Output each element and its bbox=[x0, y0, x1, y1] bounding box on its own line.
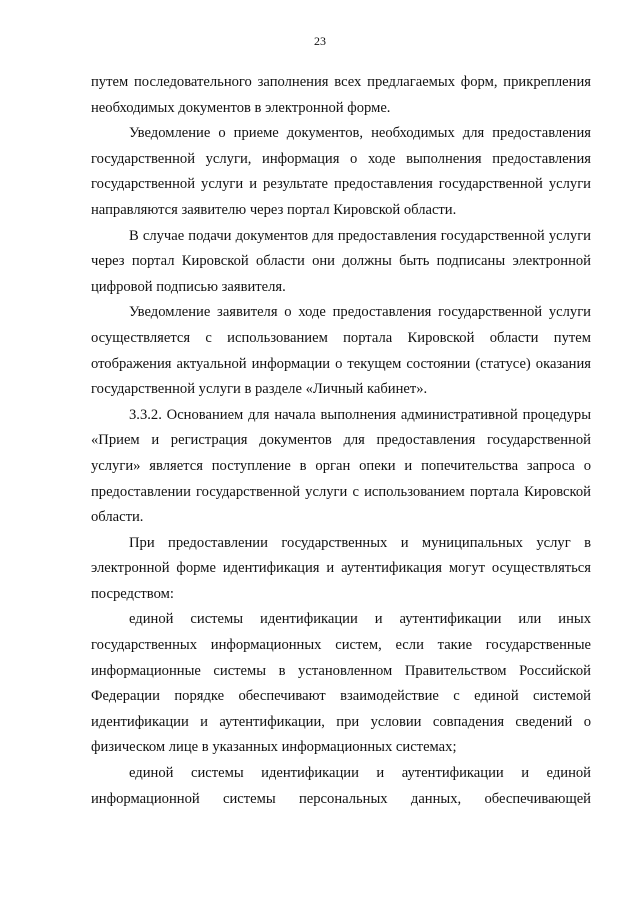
paragraph-4: Уведомление заявителя о ходе предоставления государственной услуги осуществляется с использованием портала Кировской области путем отображения актуальной информации о текущем состоянии (статусе) оказания государственной услуги в разделе «Личный кабинет». bbox=[91, 304, 591, 398]
paragraph-2: Уведомление о приеме документов, необходимых для предоставления государственной услуги, информация о ходе выполнения предоставления государственной услуги и результате предоставления государственной услуги направляются заявителю через портал Кировской области. bbox=[91, 125, 591, 218]
paragraph-8: единой системы идентификации и аутентификации и единой информационной системы персональных данных, обеспечивающей bbox=[91, 765, 591, 807]
paragraph-7: единой системы идентификации и аутентификации или иных государственных информационных систем, если такие государственные информационные системы в установленном Правительством Российской Федерации порядке обеспечивают взаимодействие с единой системой идентификации и аутентификации, при условии совпадения сведений о физическом лице в указанных информационных системах; bbox=[91, 611, 591, 756]
paragraph-1: путем последовательного заполнения всех предлагаемых форм, прикрепления необходимых документов в электронной форме. bbox=[91, 74, 591, 116]
document-body bbox=[91, 70, 591, 812]
page-number: 23 bbox=[314, 34, 326, 48]
paragraph-6: При предоставлении государственных и муниципальных услуг в электронной форме идентификация и аутентификация могут осуществляться посредством: bbox=[91, 534, 591, 602]
paragraph-5: 3.3.2. Основанием для начала выполнения административной процедуры «Прием и регистрация документов для предоставления государственной услуги» является поступление в орган опеки и попечительства запроса о предоставлении государственной услуги с использованием портала Кировской области. bbox=[91, 406, 591, 526]
paragraph-3: В случае подачи документов для предоставления государственной услуги через портал Кировской области они должны быть подписаны электронной цифровой подписью заявителя. bbox=[91, 227, 591, 295]
